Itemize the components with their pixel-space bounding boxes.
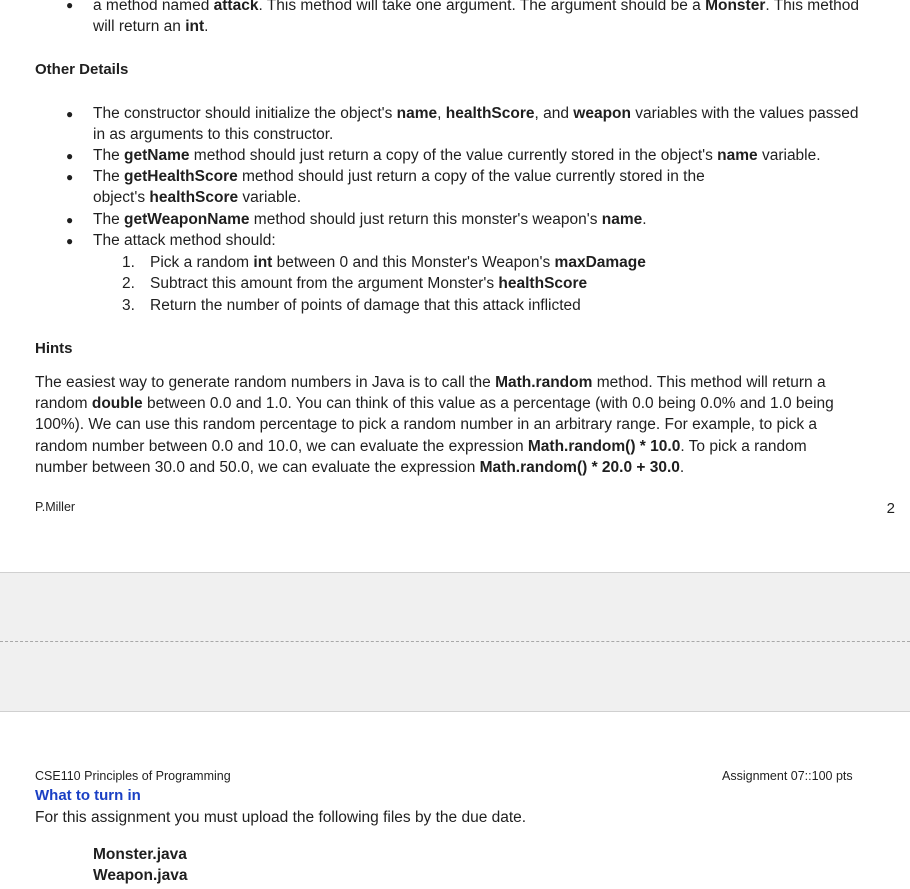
hints-line-3: 100%). We can use this random percentage to pick a random number in an arbitrary range. For example, to pick a xyxy=(35,416,818,433)
bullet-icon: ● xyxy=(66,107,74,121)
step-number: 3. xyxy=(122,297,135,314)
page-gap xyxy=(0,572,910,712)
gethealthscore-bullet: The getHealthScore method should just return a copy of the value currently stored in the xyxy=(93,168,705,185)
step-number: 1. xyxy=(122,254,135,271)
bullet-icon: ● xyxy=(66,170,74,184)
step-2: Subtract this amount from the argument Monster's healthScore xyxy=(150,275,588,292)
bullet-icon: ● xyxy=(66,234,74,248)
step-number: 2. xyxy=(122,275,135,292)
constructor-bullet: The constructor should initialize the object's name, healthScore, and weapon variables with the values passed xyxy=(93,105,859,122)
header-course: CSE110 Principles of Programming xyxy=(35,769,231,783)
footer-author: P.Miller xyxy=(35,500,76,514)
getname-bullet: The getName method should just return a copy of the value currently stored in the object's name variable. xyxy=(93,147,821,164)
what-to-turn-in-heading: What to turn in xyxy=(35,787,141,804)
file-item: Monster.java xyxy=(93,846,187,863)
file-item: Weapon.java xyxy=(93,867,188,884)
bullet-icon: ● xyxy=(66,149,74,163)
hints-heading: Hints xyxy=(35,340,73,357)
hints-line-5: number between 30.0 and 50.0, we can evaluate the expression Math.random() * 20.0 + 30.0. xyxy=(35,459,685,476)
getweaponname-bullet: The getWeaponName method should just return this monster's weapon's name. xyxy=(93,211,647,228)
gethealthscore-bullet-line-2: object's healthScore variable. xyxy=(93,189,302,206)
hints-line-1: The easiest way to generate random numbers in Java is to call the Math.random method. This method will return a xyxy=(35,374,826,391)
hints-line-4: random number between 0.0 and 10.0, we can evaluate the expression Math.random() * 10.0. To pick a random xyxy=(35,438,807,455)
header-assignment: Assignment 07::100 pts xyxy=(722,769,853,783)
hints-line-2: random double between 0.0 and 1.0. You can think of this value as a percentage (with 0.0 being 0.0% and 1.0 being xyxy=(35,395,834,412)
attack-bullet: The attack method should: xyxy=(93,232,276,249)
top-bullet-line-1: a method named attack. This method will take one argument. The argument should be a Monster. This method xyxy=(93,0,859,14)
page-break-line xyxy=(0,641,910,642)
page-number: 2 xyxy=(886,500,895,517)
step-1: Pick a random int between 0 and this Monster's Weapon's maxDamage xyxy=(150,254,646,271)
bullet-icon: ● xyxy=(66,213,74,227)
turn-in-intro: For this assignment you must upload the following files by the due date. xyxy=(35,809,527,826)
top-bullet-line-2: will return an int. xyxy=(93,18,209,35)
step-3: Return the number of points of damage that this attack inflicted xyxy=(150,297,581,314)
bullet-icon: ● xyxy=(66,0,74,12)
constructor-bullet-line-2: in as arguments to this constructor. xyxy=(93,126,334,143)
other-details-heading: Other Details xyxy=(35,61,129,78)
